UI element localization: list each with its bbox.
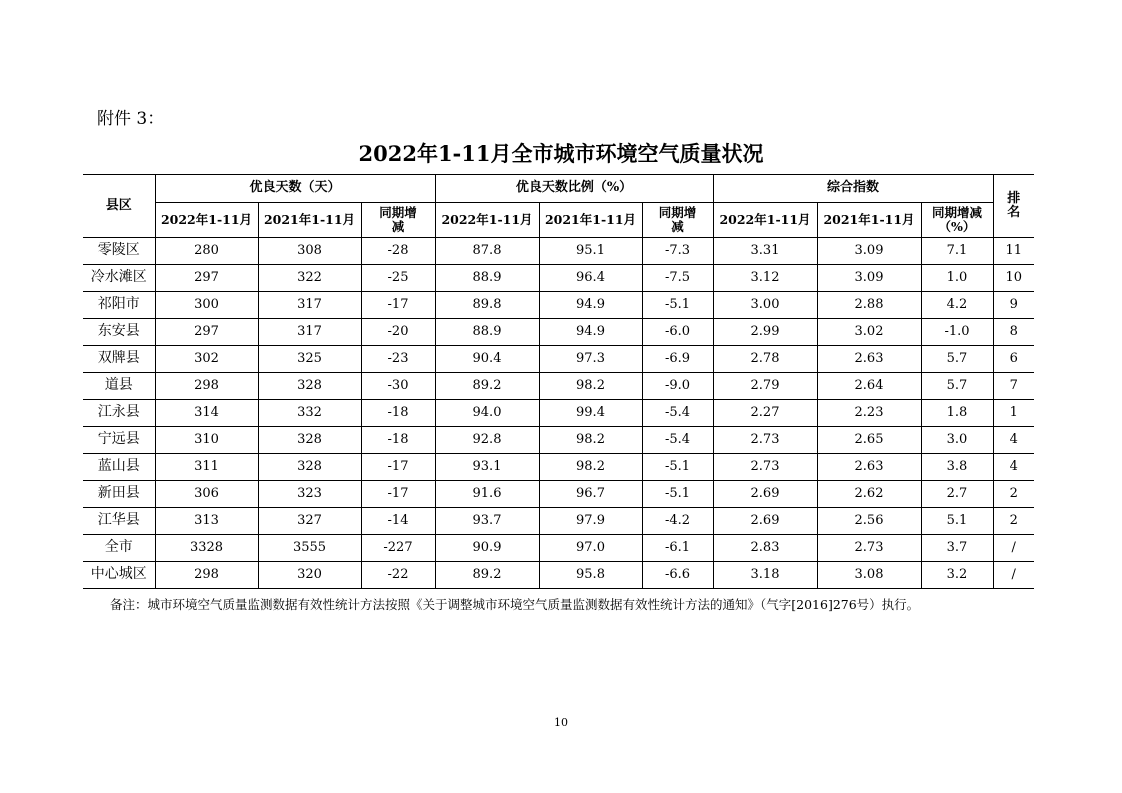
- cell-rchg: -6.1: [642, 535, 713, 562]
- cell-d21: 328: [258, 454, 361, 481]
- header-days-2022: 2022年1-11月: [155, 203, 258, 238]
- cell-cchg: 1.8: [921, 400, 993, 427]
- header-index-2022: 2022年1-11月: [713, 203, 817, 238]
- cell-dchg: -18: [361, 400, 435, 427]
- cell-county: 中心城区: [83, 562, 155, 589]
- cell-c21: 2.73: [817, 535, 921, 562]
- cell-d22: 298: [155, 562, 258, 589]
- cell-c22: 2.79: [713, 373, 817, 400]
- table-row: [83, 427, 1034, 454]
- header-index-change-text: 同期增减（%）: [931, 205, 982, 234]
- cell-c22: 2.69: [713, 481, 817, 508]
- cell-d22: 297: [155, 265, 258, 292]
- cell-county: 零陵区: [83, 238, 155, 265]
- cell-cchg: 4.2: [921, 292, 993, 319]
- cell-rank: /: [993, 535, 1034, 562]
- cell-d22: 314: [155, 400, 258, 427]
- cell-r21: 94.9: [539, 292, 642, 319]
- table-row: [83, 292, 1034, 319]
- table-row: [83, 319, 1034, 346]
- cell-r22: 88.9: [435, 265, 539, 292]
- cell-rchg: -9.0: [642, 373, 713, 400]
- cell-county: 江华县: [83, 508, 155, 535]
- cell-r22: 93.1: [435, 454, 539, 481]
- cell-c21: 2.63: [817, 346, 921, 373]
- cell-r22: 89.8: [435, 292, 539, 319]
- cell-rank: 9: [993, 292, 1034, 319]
- cell-d22: 306: [155, 481, 258, 508]
- cell-rank: 1: [993, 400, 1034, 427]
- cell-dchg: -22: [361, 562, 435, 589]
- cell-d22: 302: [155, 346, 258, 373]
- cell-rank: 2: [993, 508, 1034, 535]
- cell-county: 全市: [83, 535, 155, 562]
- cell-county: 东安县: [83, 319, 155, 346]
- cell-rchg: -6.9: [642, 346, 713, 373]
- cell-c22: 2.27: [713, 400, 817, 427]
- cell-r21: 98.2: [539, 427, 642, 454]
- cell-rank: 10: [993, 265, 1034, 292]
- cell-dchg: -17: [361, 481, 435, 508]
- cell-d21: 328: [258, 427, 361, 454]
- cell-c21: 3.09: [817, 238, 921, 265]
- cell-dchg: -17: [361, 292, 435, 319]
- cell-rank: 8: [993, 319, 1034, 346]
- cell-rank: 2: [993, 481, 1034, 508]
- cell-dchg: -25: [361, 265, 435, 292]
- table-row: [83, 535, 1034, 562]
- cell-county: 双牌县: [83, 346, 155, 373]
- cell-rank: 7: [993, 373, 1034, 400]
- header-days-2021: 2021年1-11月: [258, 203, 361, 238]
- cell-c21: 2.62: [817, 481, 921, 508]
- cell-d21: 325: [258, 346, 361, 373]
- cell-r22: 94.0: [435, 400, 539, 427]
- cell-rchg: -4.2: [642, 508, 713, 535]
- cell-r21: 95.1: [539, 238, 642, 265]
- cell-dchg: -28: [361, 238, 435, 265]
- cell-dchg: -18: [361, 427, 435, 454]
- cell-cchg: -1.0: [921, 319, 993, 346]
- cell-r21: 96.7: [539, 481, 642, 508]
- cell-c21: 2.23: [817, 400, 921, 427]
- cell-c21: 2.65: [817, 427, 921, 454]
- cell-r21: 98.2: [539, 373, 642, 400]
- cell-r22: 88.9: [435, 319, 539, 346]
- cell-d22: 3328: [155, 535, 258, 562]
- cell-r21: 98.2: [539, 454, 642, 481]
- cell-d21: 308: [258, 238, 361, 265]
- table-row: [83, 400, 1034, 427]
- cell-c22: 2.73: [713, 454, 817, 481]
- table-row: [83, 454, 1034, 481]
- cell-d21: 322: [258, 265, 361, 292]
- cell-rchg: -5.4: [642, 400, 713, 427]
- cell-dchg: -17: [361, 454, 435, 481]
- air-quality-table: [83, 174, 1034, 589]
- cell-c21: 2.56: [817, 508, 921, 535]
- cell-rchg: -5.1: [642, 481, 713, 508]
- cell-d22: 311: [155, 454, 258, 481]
- cell-cchg: 5.1: [921, 508, 993, 535]
- header-rank: [993, 175, 1034, 238]
- cell-c21: 3.02: [817, 319, 921, 346]
- cell-c22: 2.99: [713, 319, 817, 346]
- cell-rchg: -7.5: [642, 265, 713, 292]
- footnote: 备注：城市环境空气质量监测数据有效性统计方法按照《关于调整城市环境空气质量监测数据有效性统计方法的通知》（气字[2016]276号）执行。: [110, 597, 920, 612]
- cell-r22: 90.4: [435, 346, 539, 373]
- header-ratio-change: [642, 203, 713, 238]
- cell-dchg: -227: [361, 535, 435, 562]
- page-number: 10: [554, 716, 568, 729]
- table-row: [83, 481, 1034, 508]
- cell-cchg: 3.7: [921, 535, 993, 562]
- cell-c21: 2.63: [817, 454, 921, 481]
- header-ratio-change-text: 同期增减: [658, 205, 697, 234]
- cell-rchg: -7.3: [642, 238, 713, 265]
- header-composite: 综合指数: [713, 175, 993, 203]
- cell-d21: 328: [258, 373, 361, 400]
- cell-rchg: -6.0: [642, 319, 713, 346]
- cell-cchg: 1.0: [921, 265, 993, 292]
- cell-county: 冷水滩区: [83, 265, 155, 292]
- cell-d21: 332: [258, 400, 361, 427]
- cell-rank: 4: [993, 454, 1034, 481]
- cell-rank: /: [993, 562, 1034, 589]
- cell-county: 祁阳市: [83, 292, 155, 319]
- header-days-change-text: 同期增减: [379, 205, 417, 234]
- cell-d21: 327: [258, 508, 361, 535]
- cell-c22: 3.00: [713, 292, 817, 319]
- cell-dchg: -23: [361, 346, 435, 373]
- cell-rank: 6: [993, 346, 1034, 373]
- cell-r22: 90.9: [435, 535, 539, 562]
- cell-county: 江永县: [83, 400, 155, 427]
- cell-c21: 2.88: [817, 292, 921, 319]
- cell-r22: 89.2: [435, 373, 539, 400]
- cell-d21: 320: [258, 562, 361, 589]
- cell-county: 蓝山县: [83, 454, 155, 481]
- cell-r21: 97.0: [539, 535, 642, 562]
- cell-r22: 91.6: [435, 481, 539, 508]
- cell-rchg: -5.4: [642, 427, 713, 454]
- table-row: [83, 373, 1034, 400]
- cell-rank: 4: [993, 427, 1034, 454]
- header-row-2: [83, 203, 1034, 238]
- cell-d22: 297: [155, 319, 258, 346]
- cell-r21: 97.3: [539, 346, 642, 373]
- cell-c22: 3.18: [713, 562, 817, 589]
- attachment-label: 附件 3：: [97, 109, 165, 129]
- cell-d21: 323: [258, 481, 361, 508]
- cell-r22: 92.8: [435, 427, 539, 454]
- cell-r21: 96.4: [539, 265, 642, 292]
- cell-cchg: 5.7: [921, 346, 993, 373]
- header-days-change: [361, 203, 435, 238]
- header-rank-text: 排名: [1007, 190, 1021, 220]
- table-row: [83, 508, 1034, 535]
- page-title: 2022年1-11月全市城市环境空气质量状况: [358, 141, 764, 166]
- cell-d22: 298: [155, 373, 258, 400]
- header-good-days: 优良天数（天）: [155, 175, 435, 203]
- cell-rchg: -6.6: [642, 562, 713, 589]
- cell-c22: 2.73: [713, 427, 817, 454]
- cell-dchg: -30: [361, 373, 435, 400]
- cell-county: 道县: [83, 373, 155, 400]
- header-ratio-2021: 2021年1-11月: [539, 203, 642, 238]
- cell-d22: 310: [155, 427, 258, 454]
- cell-cchg: 2.7: [921, 481, 993, 508]
- cell-r21: 94.9: [539, 319, 642, 346]
- cell-c22: 2.69: [713, 508, 817, 535]
- table-row: [83, 346, 1034, 373]
- cell-rchg: -5.1: [642, 292, 713, 319]
- table-row: [83, 265, 1034, 292]
- header-good-ratio: 优良天数比例（%）: [435, 175, 713, 203]
- cell-dchg: -20: [361, 319, 435, 346]
- cell-county: 宁远县: [83, 427, 155, 454]
- header-row-1: [83, 175, 1034, 203]
- table-row: [83, 562, 1034, 589]
- cell-c22: 2.78: [713, 346, 817, 373]
- cell-c21: 2.64: [817, 373, 921, 400]
- cell-cchg: 3.2: [921, 562, 993, 589]
- header-county: 县区: [83, 175, 155, 238]
- table-row: [83, 238, 1034, 265]
- cell-c22: 3.31: [713, 238, 817, 265]
- cell-cchg: 5.7: [921, 373, 993, 400]
- cell-d22: 280: [155, 238, 258, 265]
- cell-c21: 3.09: [817, 265, 921, 292]
- cell-r21: 97.9: [539, 508, 642, 535]
- cell-county: 新田县: [83, 481, 155, 508]
- header-ratio-2022: 2022年1-11月: [435, 203, 539, 238]
- cell-c22: 3.12: [713, 265, 817, 292]
- cell-cchg: 7.1: [921, 238, 993, 265]
- cell-r21: 99.4: [539, 400, 642, 427]
- cell-c21: 3.08: [817, 562, 921, 589]
- cell-rchg: -5.1: [642, 454, 713, 481]
- cell-d21: 317: [258, 319, 361, 346]
- cell-r22: 93.7: [435, 508, 539, 535]
- cell-c22: 2.83: [713, 535, 817, 562]
- header-index-2021: 2021年1-11月: [817, 203, 921, 238]
- cell-cchg: 3.0: [921, 427, 993, 454]
- cell-r22: 89.2: [435, 562, 539, 589]
- cell-d22: 313: [155, 508, 258, 535]
- header-index-change: [921, 203, 993, 238]
- cell-d21: 317: [258, 292, 361, 319]
- cell-cchg: 3.8: [921, 454, 993, 481]
- cell-dchg: -14: [361, 508, 435, 535]
- cell-rank: 11: [993, 238, 1034, 265]
- cell-d21: 3555: [258, 535, 361, 562]
- cell-r22: 87.8: [435, 238, 539, 265]
- cell-r21: 95.8: [539, 562, 642, 589]
- cell-d22: 300: [155, 292, 258, 319]
